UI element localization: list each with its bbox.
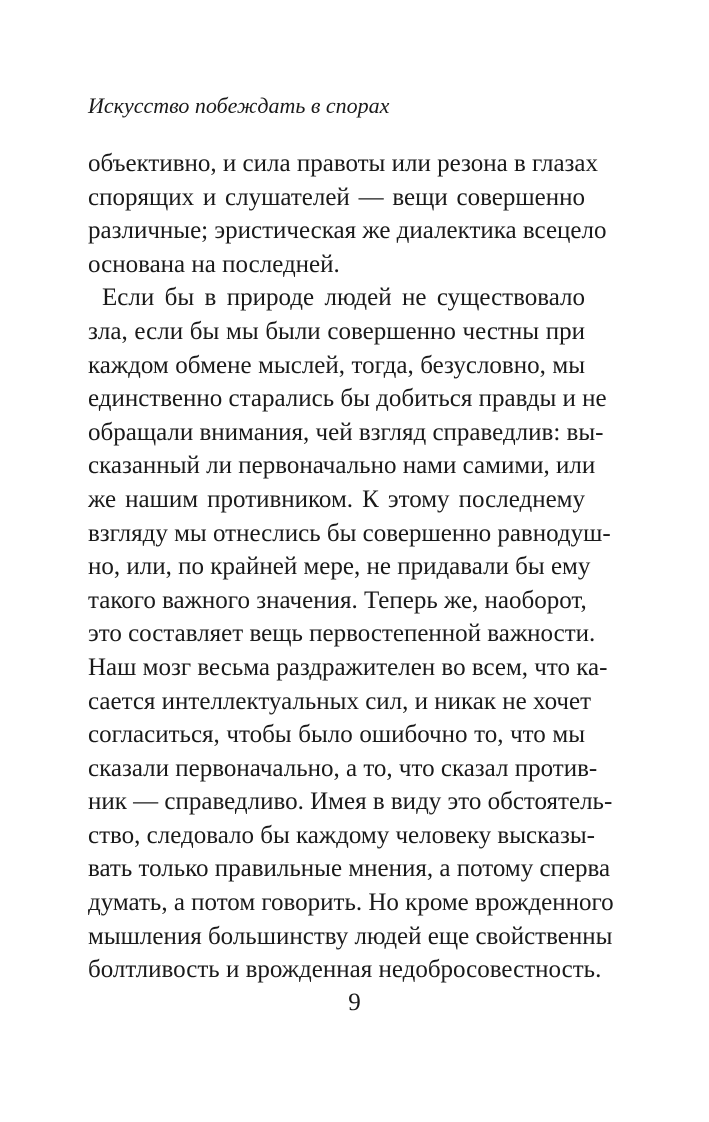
text-line: ство, следовало бы каждому человеку высказы- <box>88 821 595 849</box>
text-line: основана на последней. <box>88 250 340 278</box>
text-line: болтливость и врожденная недобросовестность. <box>88 956 602 984</box>
text-line: вать только правильные мнения, а потому сперва <box>88 855 611 883</box>
text-line: каждом обмене мыслей, тогда, безусловно, мы <box>88 351 585 379</box>
text-line: единственно старались бы добиться правды и не <box>88 385 607 413</box>
text-line: такого важного значения. Теперь же, наоборот, <box>88 586 587 614</box>
body-text <box>88 147 614 987</box>
text-line: обращали внимания, чей взгляд справедлив: вы- <box>88 418 604 446</box>
text-line: же нашим противником. К этому последнему <box>88 485 585 513</box>
text-line: ник — справедливо. Имея в виду это обстоятель- <box>88 788 613 816</box>
text-line: это составляет вещь первостепенной важности. <box>88 620 596 648</box>
text-line: зла, если бы мы были совершенно честны при <box>88 317 585 345</box>
text-line: спорящих и слушателей — вещи совершенно <box>88 183 585 211</box>
text-line: мышления большинству людей еще свойственны <box>88 922 613 950</box>
text-line: согласиться, чтобы было ошибочно то, что мы <box>88 721 585 749</box>
text-line: различные; эристическая же диалектика всецело <box>88 217 607 245</box>
text-line: сказанный ли первоначально нами самими, или <box>88 452 596 480</box>
text-line: взгляду мы отнеслись бы совершенно равнодуш- <box>88 519 611 547</box>
text-line: Наш мозг весьма раздражителен во всем, что ка- <box>88 653 608 681</box>
text-line: сказали первоначально, а то, что сказал против- <box>88 754 598 782</box>
text-line: думать, а потом говорить. Но кроме врожденного <box>88 889 614 917</box>
text-line: объективно, и сила правоты или резона в глазах <box>88 150 599 177</box>
running-header: Искусство побеждать в спорах <box>88 93 390 118</box>
page-number: 9 <box>348 989 361 1016</box>
paragraph-first-line: Если бы в природе людей не существовало <box>102 284 585 312</box>
text-line: сается интеллектуальных сил, и никак не хочет <box>88 687 592 715</box>
text-line: но, или, по крайней мере, не придавали бы ему <box>88 553 591 581</box>
